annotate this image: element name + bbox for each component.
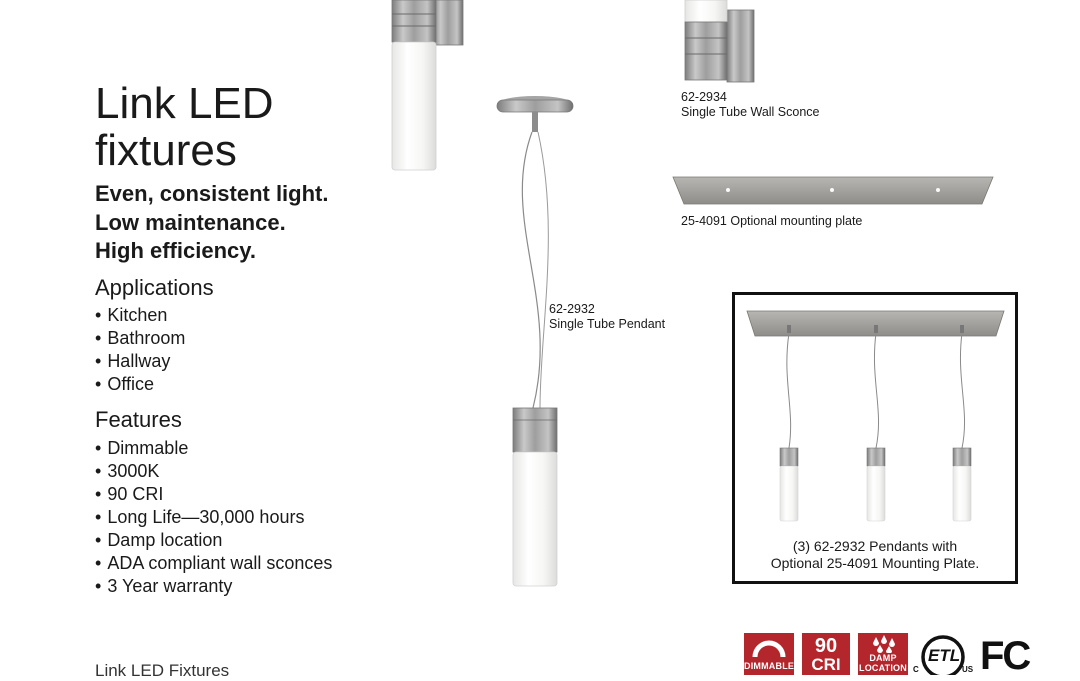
cri-value: 90 — [814, 635, 838, 657]
tagline-block — [95, 180, 328, 266]
fcc-logo: FC — [980, 634, 1030, 675]
water-drops-icon — [858, 633, 908, 653]
inset-caption — [735, 538, 1015, 572]
inset-caption-line-1: (3) 62-2932 Pendants with — [792, 538, 958, 554]
title-line-1: Link LED — [95, 79, 274, 128]
sconce-name: Single Tube Wall Sconce — [681, 105, 820, 119]
wall-sconce-62-2934 — [685, 0, 754, 82]
etl-text: ETL — [928, 646, 961, 665]
footer-title: Link LED Fixtures — [95, 661, 230, 680]
pendant-name: Single Tube Pendant — [549, 317, 666, 331]
pendant-62-2932 — [497, 96, 573, 586]
title-line-2: fixtures — [95, 126, 237, 175]
cri-label: CRI — [811, 655, 841, 674]
dimmer-arc-icon — [744, 633, 794, 661]
list-item: • 3 Year warranty — [95, 575, 332, 598]
sconce-code: 62-2934 — [681, 90, 727, 104]
list-item: • Kitchen — [95, 304, 185, 327]
mounting-plate-25-4091 — [673, 177, 993, 204]
tagline-2: Low maintenance. — [95, 209, 286, 235]
list-item: • ADA compliant wall sconces — [95, 552, 332, 575]
applications-list — [95, 304, 185, 396]
etl-mark — [912, 633, 974, 675]
list-item: • Long Life—30,000 hours — [95, 506, 332, 529]
etl-us: US — [962, 665, 974, 674]
pendant-caption — [549, 302, 665, 332]
applications-heading: Applications — [95, 275, 214, 300]
features-heading: Features — [95, 407, 182, 432]
list-item: • Dimmable — [95, 437, 332, 460]
wall-sconce-large — [392, 0, 463, 170]
list-item: • 90 CRI — [95, 483, 332, 506]
list-item: • 3000K — [95, 460, 332, 483]
list-item: • Hallway — [95, 350, 185, 373]
damp-label-1: DAMP — [869, 653, 897, 663]
features-list — [95, 437, 332, 598]
list-item: • Office — [95, 373, 185, 396]
list-item: • Damp location — [95, 529, 332, 552]
pendant-code: 62-2932 — [549, 302, 595, 316]
dimmable-badge — [744, 633, 794, 675]
cri-badge — [802, 633, 850, 675]
tagline-3: High efficiency. — [95, 238, 256, 263]
sconce-caption — [681, 90, 820, 120]
plate-caption: 25-4091 Optional mounting plate — [681, 214, 863, 228]
dimmable-label: DIMMABLE — [744, 661, 794, 671]
inset-caption-line-2: Optional 25-4091 Mounting Plate. — [770, 555, 980, 571]
tagline-1: Even, consistent light. — [95, 181, 329, 206]
page-title — [95, 80, 274, 174]
damp-location-badge — [858, 633, 908, 675]
list-item: • Bathroom — [95, 327, 185, 350]
etl-c: C — [913, 665, 919, 674]
damp-label-2: LOCATION — [859, 663, 907, 673]
